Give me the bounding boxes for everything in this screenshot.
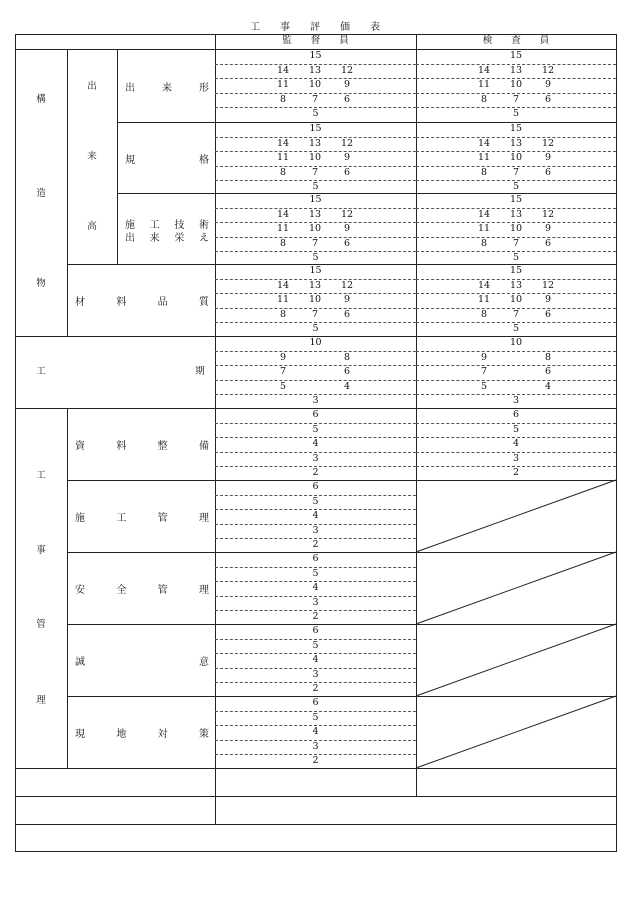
header-supervisor: 監 督 員 — [282, 35, 349, 46]
score-option: 10 — [308, 79, 322, 91]
score-5: 5 — [512, 181, 520, 193]
score-3: 3 — [312, 395, 319, 407]
score-5: 5 — [312, 252, 319, 264]
score-option: 3 — [312, 524, 319, 536]
score-option: 9 — [343, 223, 351, 235]
section-divider — [15, 824, 617, 825]
score-option: 5 — [480, 380, 488, 392]
item-dekigata-char: 出 — [125, 83, 135, 94]
score-option: 7 — [311, 93, 319, 105]
score-option: 8 — [279, 166, 287, 178]
category-structure: 物 — [36, 278, 46, 289]
score-option: 13 — [509, 64, 523, 76]
score-5: 5 — [512, 323, 520, 335]
row-divider — [117, 193, 617, 194]
item-technique-char: 工 — [149, 220, 160, 231]
score-option: 12 — [541, 137, 555, 149]
score-option: 13 — [509, 137, 523, 149]
score-option: 11 — [477, 223, 491, 235]
item-documents-char: 備 — [198, 441, 209, 452]
category-dekidaka: 高 — [87, 221, 97, 232]
item-documents-char: 料 — [116, 441, 127, 452]
item-finish-char: 来 — [149, 233, 160, 244]
score-option: 8 — [480, 308, 488, 320]
score-option: 6 — [544, 166, 552, 178]
score-option: 6 — [544, 308, 552, 320]
category-divider — [67, 49, 68, 337]
category-divider — [117, 49, 118, 265]
item-material-quality — [75, 293, 209, 308]
score-option: 5 — [312, 711, 319, 723]
score-15: 15 — [509, 265, 523, 277]
score-option: 4 — [312, 582, 319, 594]
score-option: 2 — [312, 611, 319, 623]
item-technique-char: 技 — [174, 220, 185, 231]
category-period: 工 — [36, 366, 46, 377]
not-applicable-slash — [416, 552, 616, 624]
score-5: 5 — [312, 181, 319, 193]
item-finish-char: 出 — [125, 233, 135, 244]
score-option: 5 — [312, 423, 319, 435]
item-material-quality-char: 質 — [198, 297, 209, 308]
score-option: 4 — [343, 380, 351, 392]
score-option: 3 — [512, 452, 520, 464]
score-option: 12 — [340, 208, 354, 220]
score-option: 14 — [477, 64, 491, 76]
score-option: 4 — [312, 726, 319, 738]
evaluation-table — [15, 34, 616, 851]
score-option: 10 — [509, 152, 523, 164]
category-dekidaka: 来 — [87, 151, 97, 162]
score-option: 4 — [312, 654, 319, 666]
section-divider — [15, 768, 617, 769]
score-option: 6 — [544, 93, 552, 105]
score-option: 7 — [311, 237, 319, 249]
score-option: 4 — [544, 380, 552, 392]
score-option: 10 — [509, 223, 523, 235]
item-material-quality-char: 品 — [157, 297, 168, 308]
score-option: 14 — [276, 208, 290, 220]
score-5: 5 — [512, 108, 520, 120]
score-15: 15 — [309, 265, 322, 277]
score-option: 9 — [279, 351, 287, 363]
header-inspector: 検 査 員 — [482, 35, 550, 46]
score-option: 2 — [312, 539, 319, 551]
score-option: 6 — [312, 697, 319, 709]
score-option: 3 — [312, 596, 319, 608]
score-option: 5 — [512, 423, 520, 435]
score-15: 15 — [309, 123, 322, 135]
score-option: 9 — [544, 294, 552, 306]
section-divider — [15, 796, 617, 797]
score-option: 7 — [512, 237, 520, 249]
category-divider — [67, 408, 68, 769]
item-sincerity-char: 誠 — [75, 657, 85, 668]
table-border — [15, 34, 16, 852]
score-option: 12 — [340, 64, 354, 76]
score-option: 4 — [312, 438, 319, 450]
score-option: 9 — [343, 152, 351, 164]
item-construction-control-char: 工 — [116, 513, 127, 524]
score-option: 7 — [279, 366, 287, 378]
item-construction-control-char: 施 — [75, 513, 85, 524]
score-option: 6 — [343, 93, 351, 105]
score-option: 14 — [276, 64, 290, 76]
score-10: 10 — [309, 337, 322, 349]
score-option: 9 — [544, 79, 552, 91]
score-option: 13 — [509, 208, 523, 220]
score-option: 7 — [311, 166, 319, 178]
score-option: 10 — [308, 294, 322, 306]
score-option: 6 — [312, 625, 319, 637]
score-option: 14 — [276, 279, 290, 291]
score-option: 7 — [512, 166, 520, 178]
score-option: 3 — [312, 740, 319, 752]
category-construction-management: 事 — [36, 545, 46, 556]
score-option: 6 — [343, 366, 351, 378]
score-5: 5 — [312, 108, 319, 120]
item-dekigata — [125, 79, 209, 94]
item-dekigata-char: 来 — [162, 83, 172, 94]
score-option: 4 — [312, 510, 319, 522]
score-option: 7 — [512, 308, 520, 320]
dotted-line — [215, 365, 416, 366]
score-option: 6 — [343, 166, 351, 178]
score-option: 10 — [509, 79, 523, 91]
score-option: 13 — [308, 64, 322, 76]
item-kikaku — [125, 151, 209, 166]
score-option: 11 — [477, 152, 491, 164]
dotted-line — [215, 351, 416, 352]
table-border — [15, 851, 617, 852]
category-construction-management: 理 — [36, 695, 46, 706]
score-option: 8 — [279, 93, 287, 105]
item-material-quality-char: 材 — [75, 297, 85, 308]
score-option: 9 — [480, 351, 488, 363]
score-option: 10 — [509, 294, 523, 306]
item-local-measures-char: 現 — [75, 729, 85, 740]
item-kikaku-char: 規 — [125, 155, 135, 166]
score-5: 5 — [312, 323, 319, 335]
score-option: 3 — [312, 668, 319, 680]
score-option: 7 — [512, 93, 520, 105]
score-option: 6 — [512, 409, 520, 421]
score-option: 11 — [276, 79, 290, 91]
score-option: 11 — [477, 79, 491, 91]
item-kikaku-char: 格 — [199, 155, 209, 166]
score-option: 2 — [312, 755, 319, 767]
item-safety — [75, 581, 209, 596]
column-divider — [215, 34, 216, 825]
score-option: 6 — [312, 481, 319, 493]
dotted-line — [215, 380, 416, 381]
item-technique-char: 施 — [125, 220, 135, 231]
score-option: 9 — [343, 79, 351, 91]
score-option: 6 — [544, 366, 552, 378]
category-construction-management: 工 — [36, 470, 46, 481]
item-finish — [125, 229, 209, 244]
score-option: 6 — [544, 237, 552, 249]
score-option: 7 — [311, 308, 319, 320]
item-construction-control-char: 管 — [157, 513, 168, 524]
dotted-line — [416, 365, 616, 366]
item-local-measures-char: 策 — [198, 729, 209, 740]
score-option: 8 — [279, 308, 287, 320]
item-safety-char: 安 — [75, 585, 85, 596]
score-option: 12 — [340, 279, 354, 291]
score-option: 6 — [343, 237, 351, 249]
score-option: 9 — [544, 223, 552, 235]
item-local-measures-char: 地 — [116, 729, 127, 740]
score-3: 3 — [512, 395, 520, 407]
score-15: 15 — [509, 50, 523, 62]
item-finish-char: え — [198, 233, 209, 244]
category-structure: 造 — [36, 188, 46, 199]
score-option: 12 — [340, 137, 354, 149]
score-option: 14 — [276, 137, 290, 149]
score-option: 14 — [477, 208, 491, 220]
score-option: 8 — [480, 237, 488, 249]
table-border — [616, 34, 617, 852]
row-divider — [117, 122, 617, 123]
score-option: 6 — [343, 308, 351, 320]
score-option: 5 — [312, 639, 319, 651]
score-option: 2 — [312, 683, 319, 695]
score-option: 5 — [312, 495, 319, 507]
score-option: 6 — [312, 553, 319, 565]
item-finish-char: 栄 — [174, 233, 185, 244]
item-sincerity-char: 意 — [199, 657, 209, 668]
score-option: 11 — [276, 223, 290, 235]
score-option: 13 — [308, 208, 322, 220]
score-option: 12 — [541, 208, 555, 220]
score-option: 10 — [308, 223, 322, 235]
not-applicable-slash — [416, 696, 616, 768]
dotted-line — [416, 380, 616, 381]
item-construction-control — [75, 509, 209, 524]
score-option: 8 — [480, 93, 488, 105]
score-15: 15 — [509, 194, 523, 206]
item-sincerity — [75, 653, 209, 668]
score-option: 14 — [477, 137, 491, 149]
item-construction-control-char: 理 — [198, 513, 209, 524]
score-option: 8 — [544, 351, 552, 363]
score-option: 5 — [279, 380, 287, 392]
item-local-measures-char: 対 — [157, 729, 168, 740]
score-15: 15 — [509, 123, 523, 135]
item-dekigata-char: 形 — [199, 83, 209, 94]
score-5: 5 — [512, 252, 520, 264]
score-15: 15 — [309, 50, 322, 62]
item-documents-char: 整 — [157, 441, 168, 452]
score-option: 9 — [343, 294, 351, 306]
score-option: 7 — [480, 366, 488, 378]
page-title: 工 事 評 価 表 — [250, 22, 380, 33]
item-material-quality-char: 料 — [116, 297, 127, 308]
item-safety-char: 理 — [198, 585, 209, 596]
not-applicable-slash — [416, 480, 616, 552]
score-option: 4 — [512, 438, 520, 450]
item-local-measures — [75, 725, 209, 740]
score-option: 13 — [308, 137, 322, 149]
score-option: 2 — [512, 467, 520, 479]
score-option: 8 — [480, 166, 488, 178]
score-option: 12 — [541, 279, 555, 291]
score-option: 11 — [276, 294, 290, 306]
item-technique-char: 術 — [198, 220, 209, 231]
item-documents — [75, 437, 209, 452]
score-option: 2 — [312, 467, 319, 479]
score-option: 8 — [343, 351, 351, 363]
score-option: 8 — [279, 237, 287, 249]
item-safety-char: 全 — [116, 585, 127, 596]
score-option: 11 — [477, 294, 491, 306]
item-safety-char: 管 — [157, 585, 168, 596]
score-15: 15 — [309, 194, 322, 206]
category-dekidaka: 出 — [87, 81, 97, 92]
score-option: 9 — [544, 152, 552, 164]
score-option: 13 — [509, 279, 523, 291]
not-applicable-slash — [416, 624, 616, 696]
score-option: 11 — [276, 152, 290, 164]
score-option: 14 — [477, 279, 491, 291]
category-period-end: 期 — [195, 366, 205, 377]
score-option: 3 — [312, 452, 319, 464]
category-structure: 構 — [36, 94, 46, 105]
score-option: 13 — [308, 279, 322, 291]
score-10: 10 — [509, 337, 523, 349]
score-option: 5 — [312, 567, 319, 579]
score-option: 10 — [308, 152, 322, 164]
score-option: 12 — [541, 64, 555, 76]
dotted-line — [416, 351, 616, 352]
category-construction-management: 管 — [36, 619, 46, 630]
item-documents-char: 資 — [75, 441, 85, 452]
score-option: 6 — [312, 409, 319, 421]
